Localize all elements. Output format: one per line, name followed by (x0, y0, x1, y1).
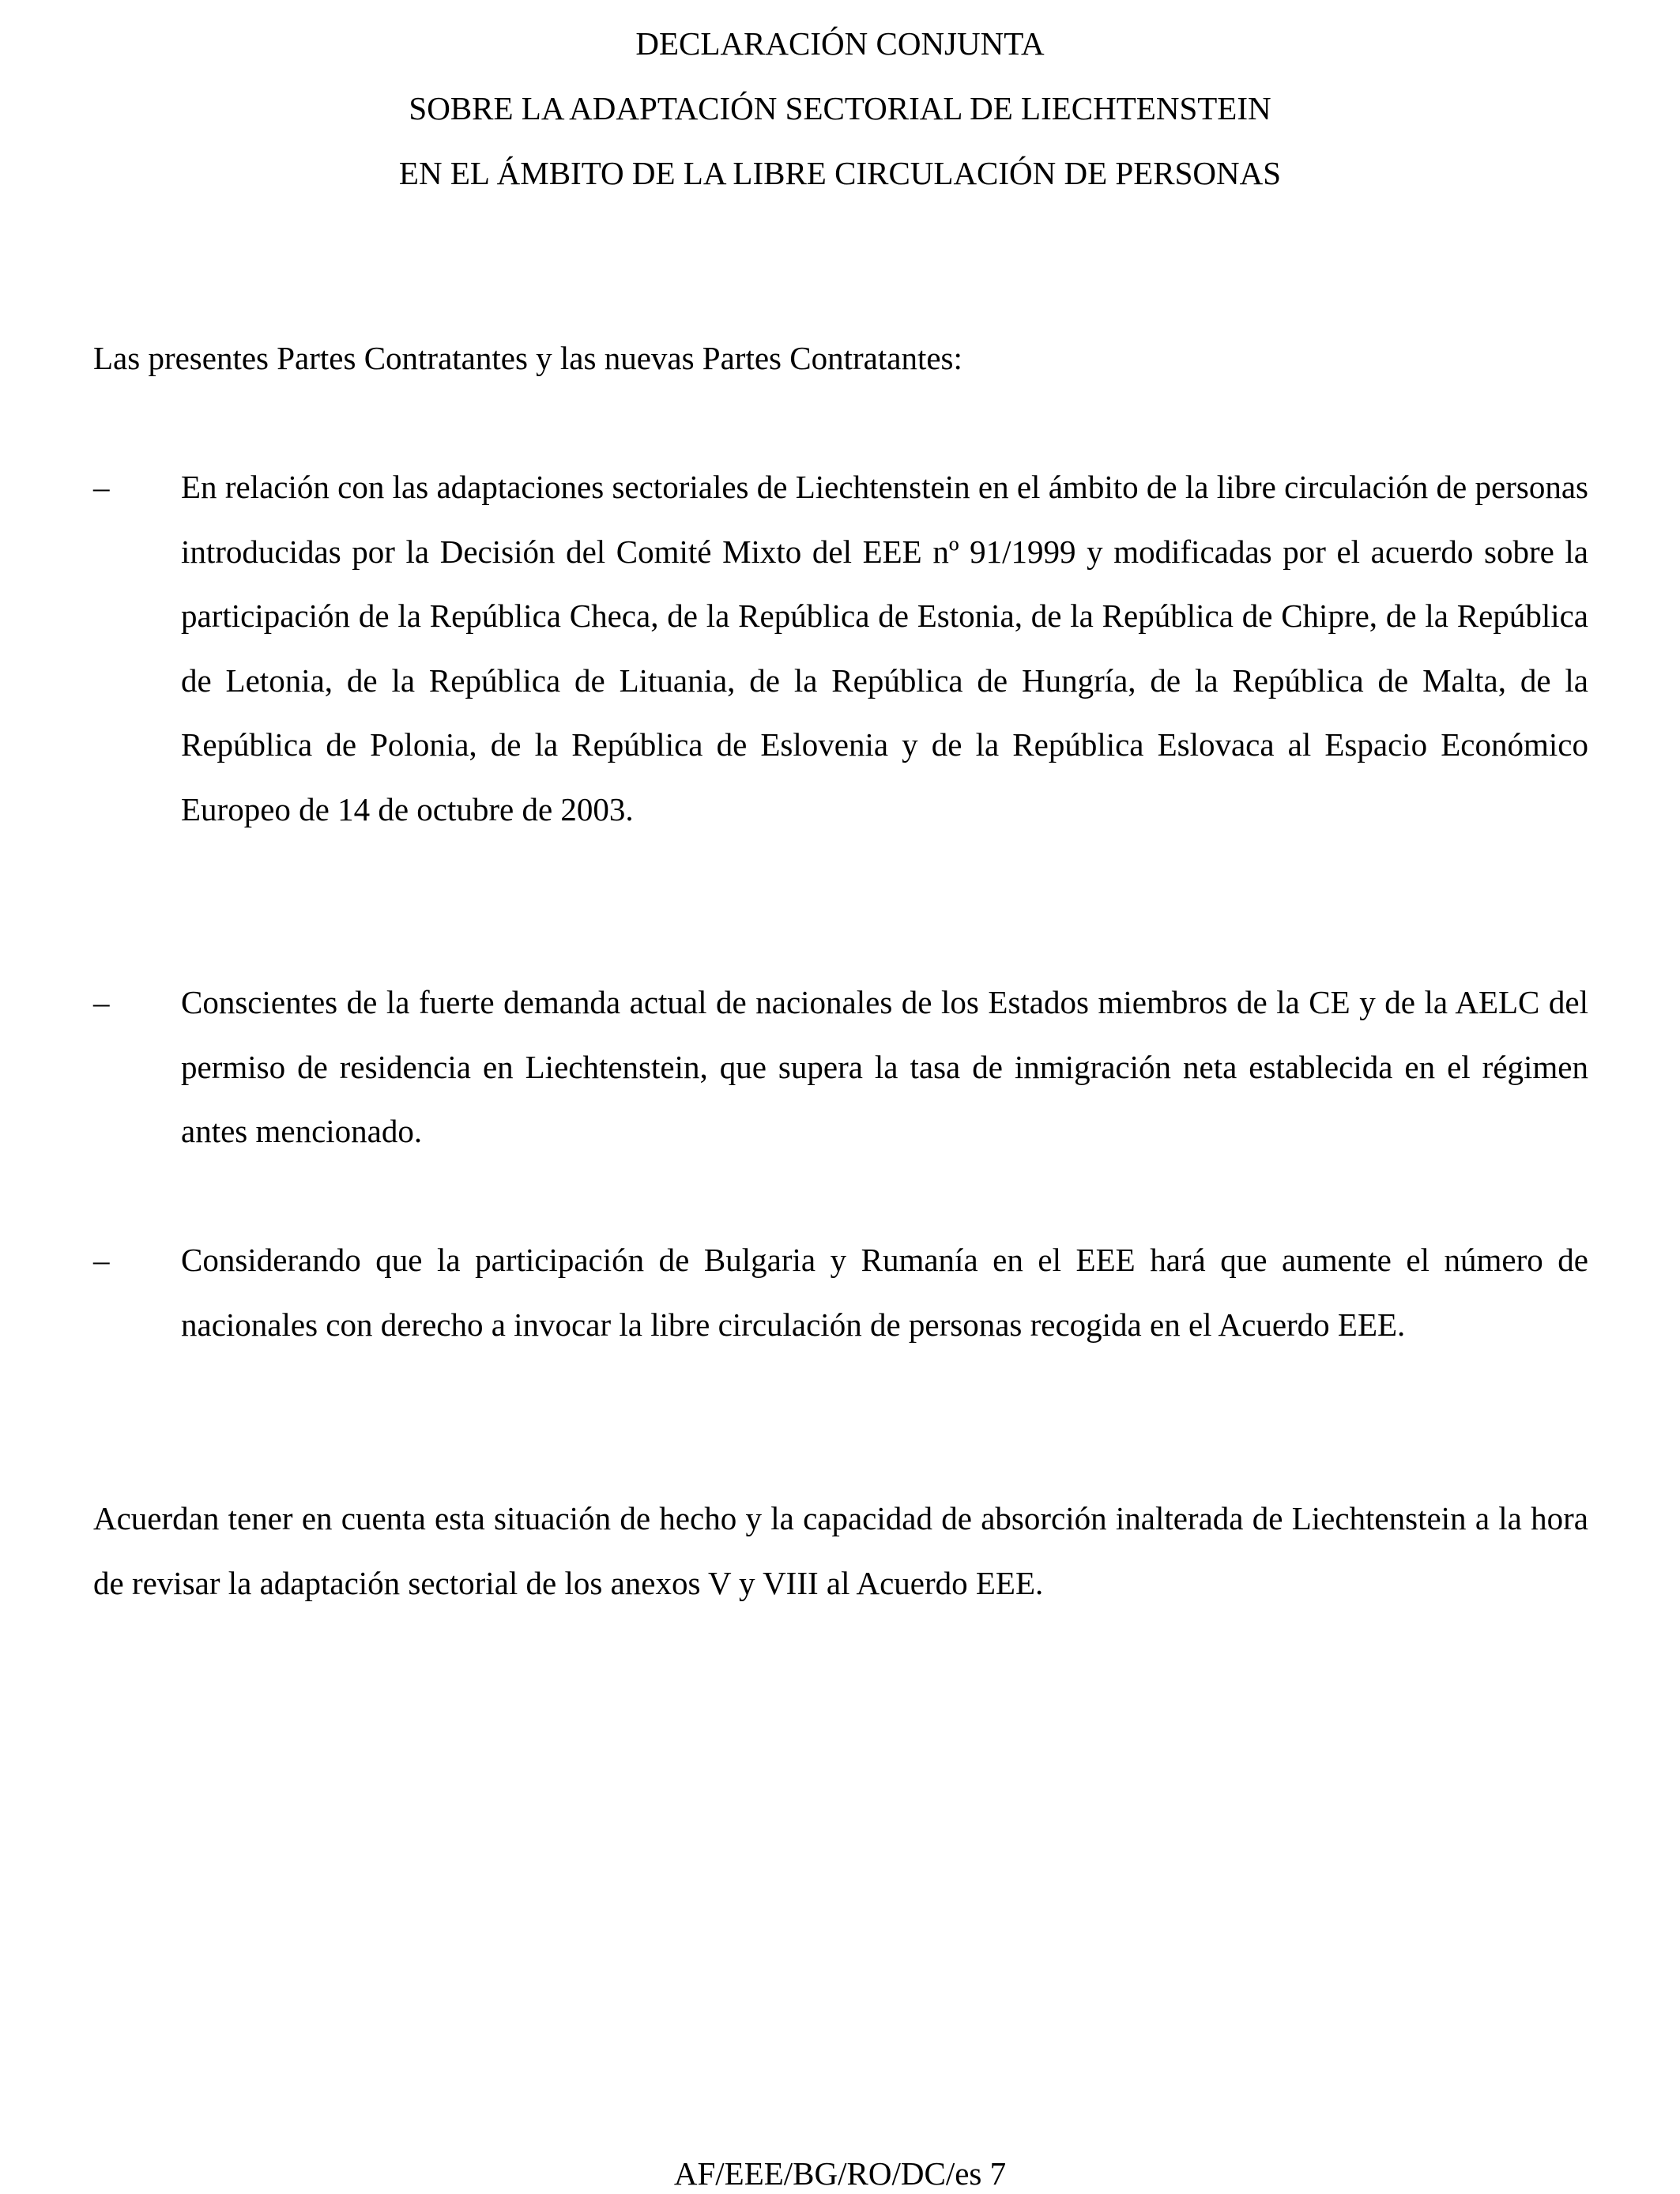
list-item-text: Conscientes de la fuerte demanda actual de nacionales de los Estados miembros de la CE y de la AELC del permiso de residencia en Liechtenstein, que supera la tasa de inmigración neta establecida en el régimen antes mencionado. (181, 984, 1588, 1149)
dash-bullet: – (93, 1242, 110, 1278)
page-footer: AF/EEE/BG/RO/DC/es 7 (673, 2155, 1007, 2192)
document-title (0, 11, 1680, 205)
list-item-text: Considerando que la participación de Bulgaria y Rumanía en el EEE hará que aumente el número de nacionales con derecho a invocar la libre circulación de personas recogida en el Acuerdo EEE. (181, 1242, 1588, 1343)
title-line-2: SOBRE LA ADAPTACIÓN SECTORIAL DE LIECHTENSTEIN (409, 90, 1271, 126)
closing-paragraph: Acuerdan tener en cuenta esta situación de hecho y la capacidad de absorción inalterada de Liechtenstein a la hora de revisar la adaptación sectorial de los anexos V y VIII al Acuerdo EEE. (93, 1500, 1588, 1601)
title-line-1: DECLARACIÓN CONJUNTA (635, 25, 1045, 62)
intro-paragraph: Las presentes Partes Contratantes y las nuevas Partes Contratantes: (93, 340, 962, 376)
title-line-3: EN EL ÁMBITO DE LA LIBRE CIRCULACIÓN DE PERSONAS (398, 155, 1282, 191)
dash-bullet: – (93, 984, 110, 1020)
list-item (93, 1228, 1588, 1357)
list-item (93, 455, 1588, 842)
list-item-text: En relación con las adaptaciones sectoriales de Liechtenstein en el ámbito de la libre circulación de personas introducidas por la Decisión del Comité Mixto del EEE nº 91/1999 y modificadas por el acuerdo sobre la participación de la República Checa, de la República de Estonia, de la República de Chipre, de la República de Letonia, de la República de Lituania, de la República de Hungría, de la República de Malta, de la República de Polonia, de la República de Eslovenia y de la República Eslovaca al Espacio Económico Europeo de 14 de octubre de 2003. (181, 469, 1588, 827)
dash-bullet: – (93, 469, 110, 505)
list-item (93, 971, 1588, 1164)
